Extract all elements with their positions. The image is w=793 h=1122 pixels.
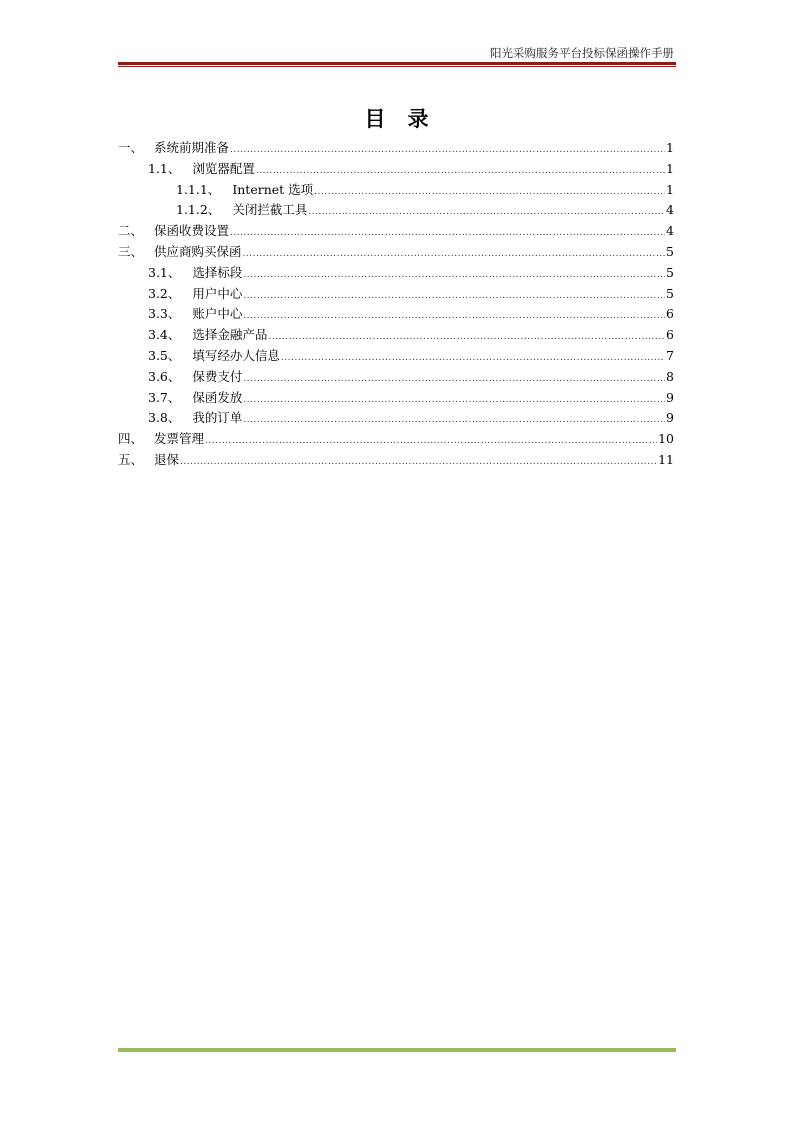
toc-entry-title: 填写经办人信息 bbox=[192, 347, 280, 363]
toc-dot-leader bbox=[281, 348, 665, 369]
toc-entry-number: 1.1、 bbox=[148, 160, 181, 176]
running-header: 阳光采购服务平台投标保函操作手册 bbox=[490, 46, 674, 60]
toc-dot-leader bbox=[243, 306, 665, 327]
toc-entry[interactable] bbox=[118, 221, 674, 242]
toc-entry[interactable] bbox=[118, 450, 674, 471]
toc-entry-page: 9 bbox=[666, 410, 674, 426]
toc-dot-leader bbox=[230, 223, 665, 244]
toc-entry-number: 3.6、 bbox=[148, 368, 181, 384]
toc-entry-number: 二、 bbox=[118, 223, 144, 239]
toc-entry-number: 五、 bbox=[118, 451, 144, 467]
header-rule-thin bbox=[118, 66, 676, 67]
toc-entry-number: 1.1.2、 bbox=[176, 202, 221, 218]
toc-entry-title: Internet 选项 bbox=[232, 181, 314, 197]
toc-entry-title: 选择金融产品 bbox=[192, 327, 268, 343]
toc-entry-page: 6 bbox=[666, 306, 674, 322]
toc-entry-number: 3.8、 bbox=[148, 410, 181, 426]
toc-entry-title: 退保 bbox=[154, 451, 180, 467]
toc-entry-title: 账户中心 bbox=[192, 306, 243, 322]
toc-entry-title: 发票管理 bbox=[154, 431, 205, 447]
toc-dot-leader bbox=[243, 369, 665, 390]
toc-dot-leader bbox=[256, 161, 665, 182]
toc-entry[interactable] bbox=[118, 304, 674, 325]
toc-entry[interactable] bbox=[118, 284, 674, 305]
toc-entry-page: 1 bbox=[666, 181, 674, 197]
toc-entry[interactable] bbox=[118, 325, 674, 346]
toc-heading: 目录 bbox=[364, 106, 451, 131]
toc-dot-leader bbox=[243, 244, 666, 265]
header-rule bbox=[118, 62, 676, 65]
toc-entry-page: 6 bbox=[666, 327, 674, 343]
toc-entry[interactable] bbox=[118, 263, 674, 284]
toc-entry-number: 3.1、 bbox=[148, 264, 181, 280]
toc-entry-page: 5 bbox=[666, 243, 674, 259]
toc-entry-page: 5 bbox=[666, 285, 674, 301]
toc-entry-title: 供应商购买保函 bbox=[154, 243, 242, 259]
toc-dot-leader bbox=[180, 452, 657, 473]
toc-dot-leader bbox=[230, 140, 665, 161]
toc-entry-title: 选择标段 bbox=[192, 264, 243, 280]
toc-entry-page: 10 bbox=[658, 431, 674, 447]
toc-entry[interactable] bbox=[118, 408, 674, 429]
toc-entry[interactable] bbox=[118, 138, 674, 159]
toc-entry-title: 我的订单 bbox=[192, 410, 243, 426]
toc-entry-number: 3.2、 bbox=[148, 285, 181, 301]
toc-entry[interactable] bbox=[118, 388, 674, 409]
toc-entry-number: 一、 bbox=[118, 140, 144, 155]
toc-entry[interactable] bbox=[118, 242, 674, 263]
toc-entry-title: 保函发放 bbox=[192, 389, 243, 405]
toc-entry-number: 三、 bbox=[118, 243, 144, 259]
toc-dot-leader bbox=[243, 265, 665, 286]
toc-entry-number: 3.4、 bbox=[148, 327, 181, 343]
toc-entry[interactable] bbox=[118, 200, 674, 221]
toc-entry-number: 1.1.1、 bbox=[176, 181, 221, 197]
toc-entry-page: 1 bbox=[666, 140, 674, 155]
toc-dot-leader bbox=[243, 410, 665, 431]
toc-entry[interactable] bbox=[118, 429, 674, 450]
toc-entry[interactable] bbox=[118, 346, 674, 367]
toc-entry[interactable] bbox=[118, 159, 674, 180]
toc-entry-title: 保函收费设置 bbox=[154, 223, 230, 239]
footer-rule bbox=[118, 1048, 676, 1052]
toc-entry-page: 8 bbox=[666, 368, 674, 384]
toc-dot-leader bbox=[308, 202, 665, 223]
table-of-contents bbox=[118, 138, 674, 471]
toc-entry[interactable] bbox=[118, 180, 674, 201]
toc-entry-title: 用户中心 bbox=[192, 285, 243, 301]
toc-entry-page: 5 bbox=[666, 264, 674, 280]
toc-dot-leader bbox=[268, 327, 665, 348]
toc-dot-leader bbox=[314, 182, 665, 203]
toc-dot-leader bbox=[243, 286, 665, 307]
toc-entry-page: 4 bbox=[666, 202, 674, 218]
toc-entry-title: 保费支付 bbox=[192, 368, 243, 384]
toc-dot-leader bbox=[243, 390, 665, 411]
toc-entry-page: 4 bbox=[666, 223, 674, 239]
toc-entry-page: 7 bbox=[666, 347, 674, 363]
toc-entry-number: 3.5、 bbox=[148, 347, 181, 363]
toc-entry-title: 浏览器配置 bbox=[192, 160, 255, 176]
toc-entry-page: 1 bbox=[666, 160, 674, 176]
toc-entry-title: 系统前期准备 bbox=[154, 140, 230, 155]
toc-entry-page: 9 bbox=[666, 389, 674, 405]
toc-dot-leader bbox=[205, 431, 657, 452]
toc-entry-page: 11 bbox=[658, 451, 674, 467]
toc-entry-title: 关闭拦截工具 bbox=[232, 202, 308, 218]
toc-entry-number: 四、 bbox=[118, 431, 144, 447]
toc-entry[interactable] bbox=[118, 367, 674, 388]
toc-entry-number: 3.3、 bbox=[148, 306, 181, 322]
toc-entry-number: 3.7、 bbox=[148, 389, 181, 405]
